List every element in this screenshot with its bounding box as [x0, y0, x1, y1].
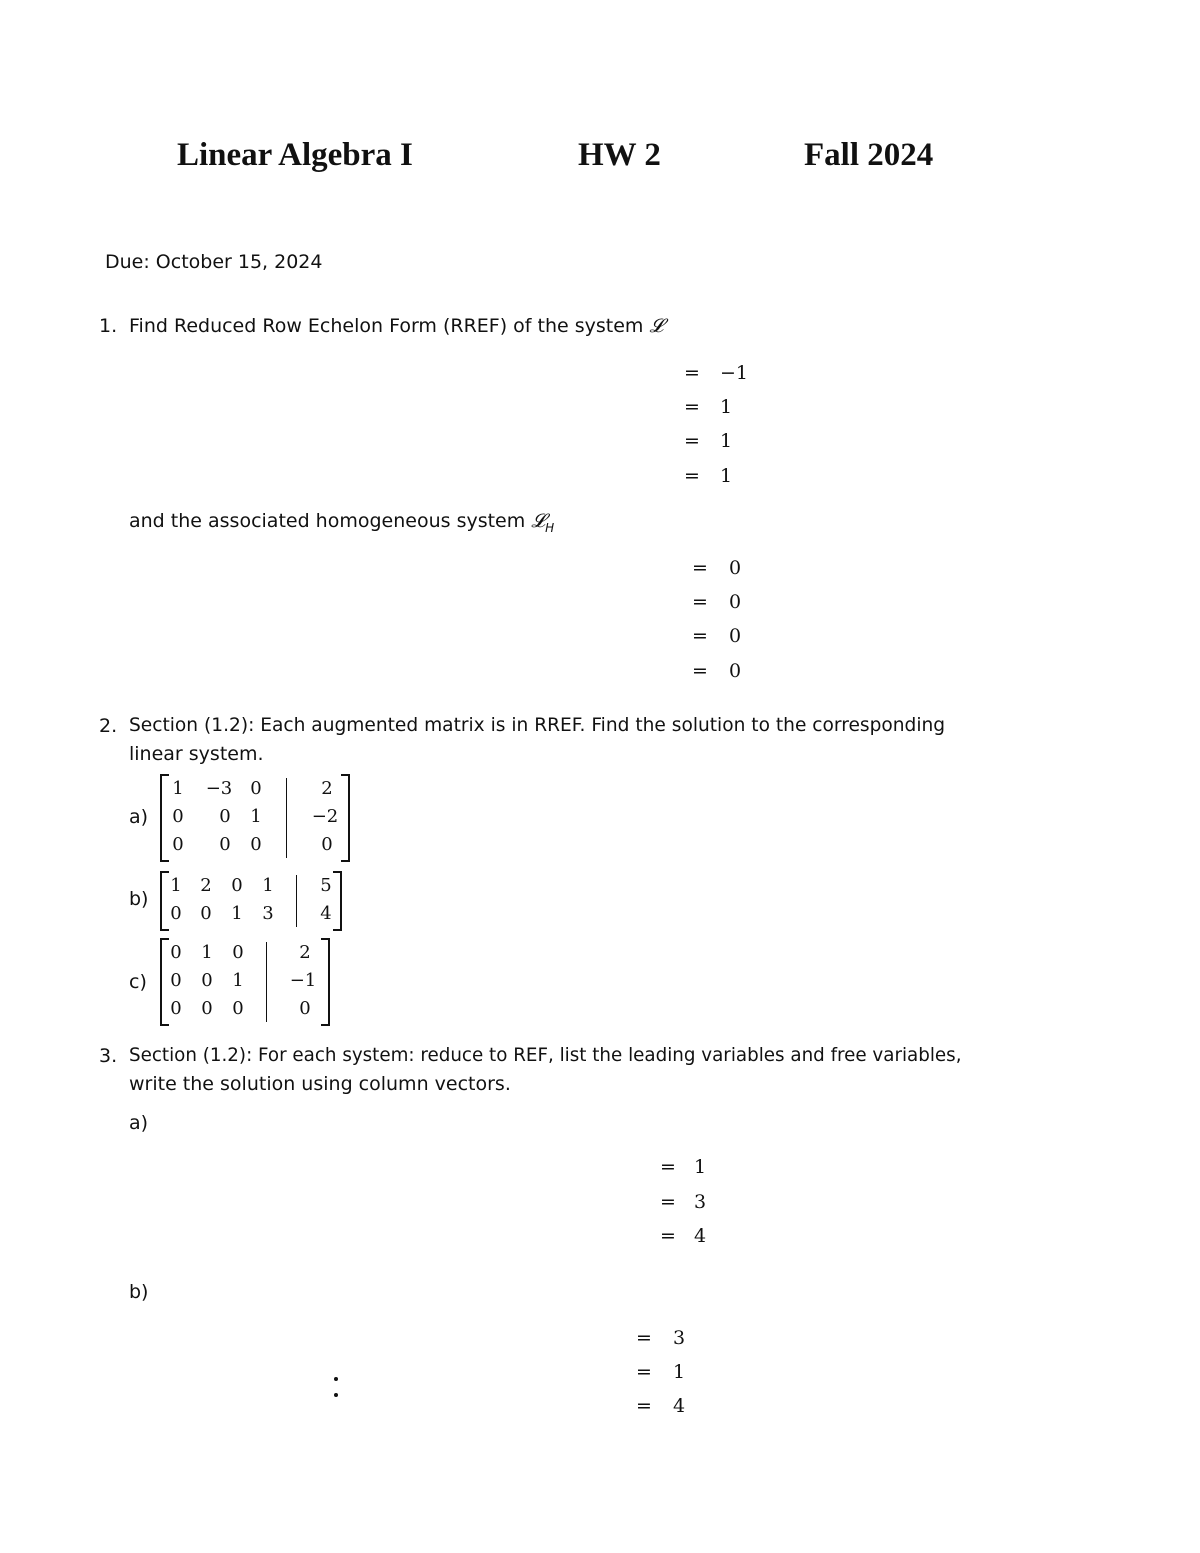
matrix-cell: 1 [262, 875, 274, 896]
matrix-cell: 0 [219, 806, 231, 827]
system-symbol: 𝓛 [649, 315, 664, 337]
problem-3-number: 3. [99, 1045, 118, 1067]
equation-relation: = [684, 362, 700, 384]
matrix-cell: 0 [219, 834, 231, 855]
matrix-cell: 0 [200, 903, 212, 924]
matrix-cell: 1 [201, 942, 213, 963]
matrix-2b [160, 871, 342, 931]
part-2b-label: b) [129, 888, 149, 910]
due-date: Due: October 15, 2024 [105, 251, 323, 273]
part-2c-label: c) [129, 971, 147, 993]
equation-relation: = [692, 557, 708, 579]
equation-rhs: −1 [720, 362, 749, 384]
part-3b-label: b) [129, 1281, 149, 1303]
equation-rhs: 4 [694, 1225, 707, 1247]
equation-relation: = [636, 1395, 652, 1417]
matrix-cell: 2 [321, 778, 333, 799]
course-title: Linear Algebra I [177, 137, 413, 173]
system-3b [0, 1327, 1200, 1431]
matrix-2a [160, 774, 350, 862]
equation-rhs: 4 [673, 1395, 686, 1417]
equation-rhs: 3 [694, 1191, 707, 1213]
matrix-cell: 0 [321, 834, 333, 855]
problem-1-number: 1. [99, 315, 118, 337]
assignment-title: HW 2 [578, 137, 661, 173]
matrix-cell: −3 [205, 778, 233, 799]
problem-3-line-1: Section (1.2): For each system: reduce to REF, list the leading variables and free variables, [129, 1045, 962, 1066]
problem-3-line-2: write the solution using column vectors. [129, 1073, 511, 1095]
matrix-cell: 0 [231, 875, 243, 896]
part-2a-label: a) [129, 806, 149, 828]
augment-bar [286, 778, 287, 858]
equation-rhs: 0 [729, 625, 742, 647]
homogeneous-symbol: 𝓛 [531, 510, 546, 532]
equation-relation: = [684, 396, 700, 418]
problem-2-number: 2. [99, 715, 118, 737]
problem-1-text: Find Reduced Row Echelon Form (RREF) of the system [129, 315, 650, 337]
matrix-cell: 5 [320, 875, 332, 896]
matrix-cell: 0 [170, 998, 182, 1019]
equation-rhs: 1 [694, 1156, 707, 1178]
equation-relation: = [684, 465, 700, 487]
matrix-cell: 0 [201, 970, 213, 991]
matrix-cell: 0 [232, 998, 244, 1019]
matrix-cell: 0 [172, 834, 184, 855]
system-L [0, 362, 1200, 502]
equation-rhs: 3 [673, 1327, 686, 1349]
system-3a [0, 1156, 1200, 1260]
term-title: Fall 2024 [804, 137, 934, 173]
matrix-right-bracket [321, 938, 330, 1026]
equation-rhs: 0 [729, 557, 742, 579]
stray-dot [334, 1393, 338, 1397]
equation-rhs: 0 [729, 660, 742, 682]
matrix-cell: 0 [170, 903, 182, 924]
equation-relation: = [692, 625, 708, 647]
augment-bar [296, 875, 297, 927]
equation-rhs: 1 [720, 396, 733, 418]
matrix-2c [160, 938, 330, 1026]
matrix-cell: 0 [170, 942, 182, 963]
matrix-cell: 0 [299, 998, 311, 1019]
equation-rhs: 1 [720, 465, 733, 487]
equation-relation: = [636, 1327, 652, 1349]
matrix-cell: 0 [250, 778, 262, 799]
matrix-cell: 0 [232, 942, 244, 963]
homogeneous-statement [129, 510, 554, 535]
equation-relation: = [684, 430, 700, 452]
equation-relation: = [636, 1361, 652, 1383]
equation-relation: = [692, 660, 708, 682]
matrix-cell: 4 [320, 903, 332, 924]
homogeneous-subscript: H [545, 520, 555, 535]
matrix-cell: 2 [200, 875, 212, 896]
problem-2-line-2: linear system. [129, 743, 264, 765]
matrix-cell: 1 [232, 970, 244, 991]
matrix-cell: −2 [311, 806, 339, 827]
matrix-cell: 1 [250, 806, 262, 827]
matrix-cell: −1 [289, 970, 317, 991]
matrix-cell: 0 [201, 998, 213, 1019]
matrix-cell: 0 [172, 806, 184, 827]
equation-relation: = [692, 591, 708, 613]
equation-rhs: 1 [673, 1361, 686, 1383]
equation-relation: = [660, 1191, 676, 1213]
stray-dot [334, 1377, 338, 1381]
matrix-cell: 1 [231, 903, 243, 924]
matrix-cell: 2 [299, 942, 311, 963]
problem-2-line-1: Section (1.2): Each augmented matrix is in RREF. Find the solution to the corresponding [129, 715, 946, 736]
equation-relation: = [660, 1225, 676, 1247]
part-3a-label: a) [129, 1112, 149, 1134]
problem-1-statement [129, 315, 663, 337]
matrix-cell: 1 [170, 875, 182, 896]
homogeneous-text: and the associated homogeneous system [129, 510, 532, 532]
system-LH [0, 557, 1200, 697]
augment-bar [266, 942, 267, 1022]
matrix-cell: 0 [250, 834, 262, 855]
matrix-cell: 1 [172, 778, 184, 799]
equation-rhs: 1 [720, 430, 733, 452]
equation-relation: = [660, 1156, 676, 1178]
equation-rhs: 0 [729, 591, 742, 613]
matrix-cell: 3 [262, 903, 274, 924]
matrix-cell: 0 [170, 970, 182, 991]
